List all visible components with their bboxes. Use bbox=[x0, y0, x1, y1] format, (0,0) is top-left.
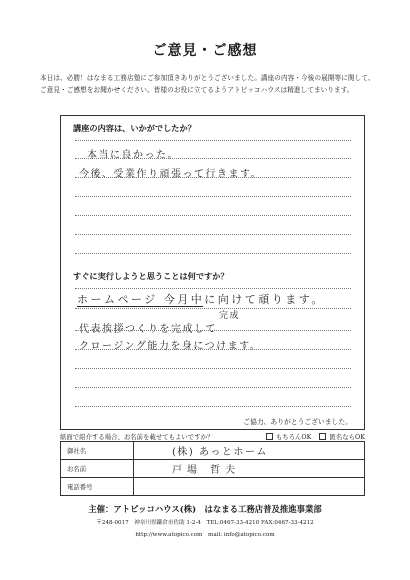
table-row bbox=[61, 478, 365, 496]
ruled-line bbox=[75, 196, 351, 197]
question-2-label: すぐに実行しようと思うことは何ですか？ bbox=[73, 271, 229, 281]
table-row bbox=[61, 442, 365, 460]
ruled-line bbox=[75, 330, 351, 331]
sponsor-text: 主催：アトピッコハウス(株) はなまる工務店普及推進事業部 bbox=[88, 504, 322, 514]
ruled-line bbox=[75, 140, 351, 141]
ruled-line bbox=[75, 406, 351, 407]
company-value: (株) あっとホーム bbox=[172, 447, 268, 458]
web-contact-text: http://www.atopico.com mail: info@atopico.com bbox=[135, 532, 275, 538]
name-label: お名前 bbox=[61, 460, 134, 478]
feedback-box bbox=[60, 115, 365, 430]
answer-1-line-2: 今後、受業作り頑張って行きます。 bbox=[79, 169, 263, 180]
ruled-line bbox=[75, 308, 351, 309]
answer-underline bbox=[77, 306, 203, 307]
ruled-line bbox=[75, 215, 351, 216]
checkbox-anon[interactable] bbox=[319, 433, 326, 440]
checkbox-yes[interactable] bbox=[266, 433, 273, 440]
answer-2-insert-note: 完成 bbox=[219, 311, 241, 321]
answer-2-line-2: 代表挨拶つくりを完成して bbox=[79, 324, 217, 335]
phone-field[interactable] bbox=[134, 478, 365, 496]
ruled-line bbox=[75, 368, 351, 369]
company-field[interactable] bbox=[134, 442, 365, 460]
ruled-line bbox=[75, 253, 351, 254]
phone-label: 電話番号 bbox=[61, 478, 134, 496]
ruled-line bbox=[75, 349, 351, 350]
consent-option-yes[interactable] bbox=[266, 432, 312, 441]
ruled-line bbox=[75, 288, 351, 289]
name-value: 戸場 哲夫 bbox=[172, 465, 241, 476]
ruled-line bbox=[75, 158, 351, 159]
ruled-line bbox=[75, 234, 351, 235]
consent-row bbox=[60, 432, 365, 441]
answer-2-line-1: ホームページ 今月中に向けて頑ります。 bbox=[77, 293, 325, 306]
answer-1-line-1: 本当に良かった。 bbox=[87, 150, 179, 161]
name-field[interactable] bbox=[134, 460, 365, 478]
table-row bbox=[61, 460, 365, 478]
intro-text: 本日は、必勝！はなまる工務店塾にご参加頂きありがとうございました。講座の内容・今後の展開等に関して、ご意見・ご感想をお聞かせください。皆様のお役に立てるようアトピッコハウスは精進してまいります。 bbox=[40, 74, 375, 94]
ruled-line bbox=[75, 177, 351, 178]
contact-table bbox=[60, 441, 365, 496]
ruled-line bbox=[75, 387, 351, 388]
address-text: 〒248-0017 神奈川県鎌倉市佐助 1-2-4 TEL:0467-33-4210 FAX:0467-33-4212 bbox=[96, 520, 314, 526]
question-1-label: 講座の内容は、いかがでしたか？ bbox=[73, 123, 196, 133]
consent-option-anon[interactable] bbox=[319, 432, 365, 441]
consent-question: 紙面で紹介する場合、お名前を載せてもよいですか？ bbox=[60, 433, 214, 441]
answer-2-line-3: クロージング能力を身につけます。 bbox=[79, 341, 262, 352]
page-title: ご意見・ご感想 bbox=[152, 43, 258, 59]
consent-option-anon-label: 匿名ならOK bbox=[329, 433, 365, 441]
company-label: 御社名 bbox=[61, 442, 134, 460]
consent-option-yes-label: もちろんOK bbox=[275, 433, 312, 441]
thanks-text: ご協力、ありがとうございました。 bbox=[243, 418, 352, 426]
